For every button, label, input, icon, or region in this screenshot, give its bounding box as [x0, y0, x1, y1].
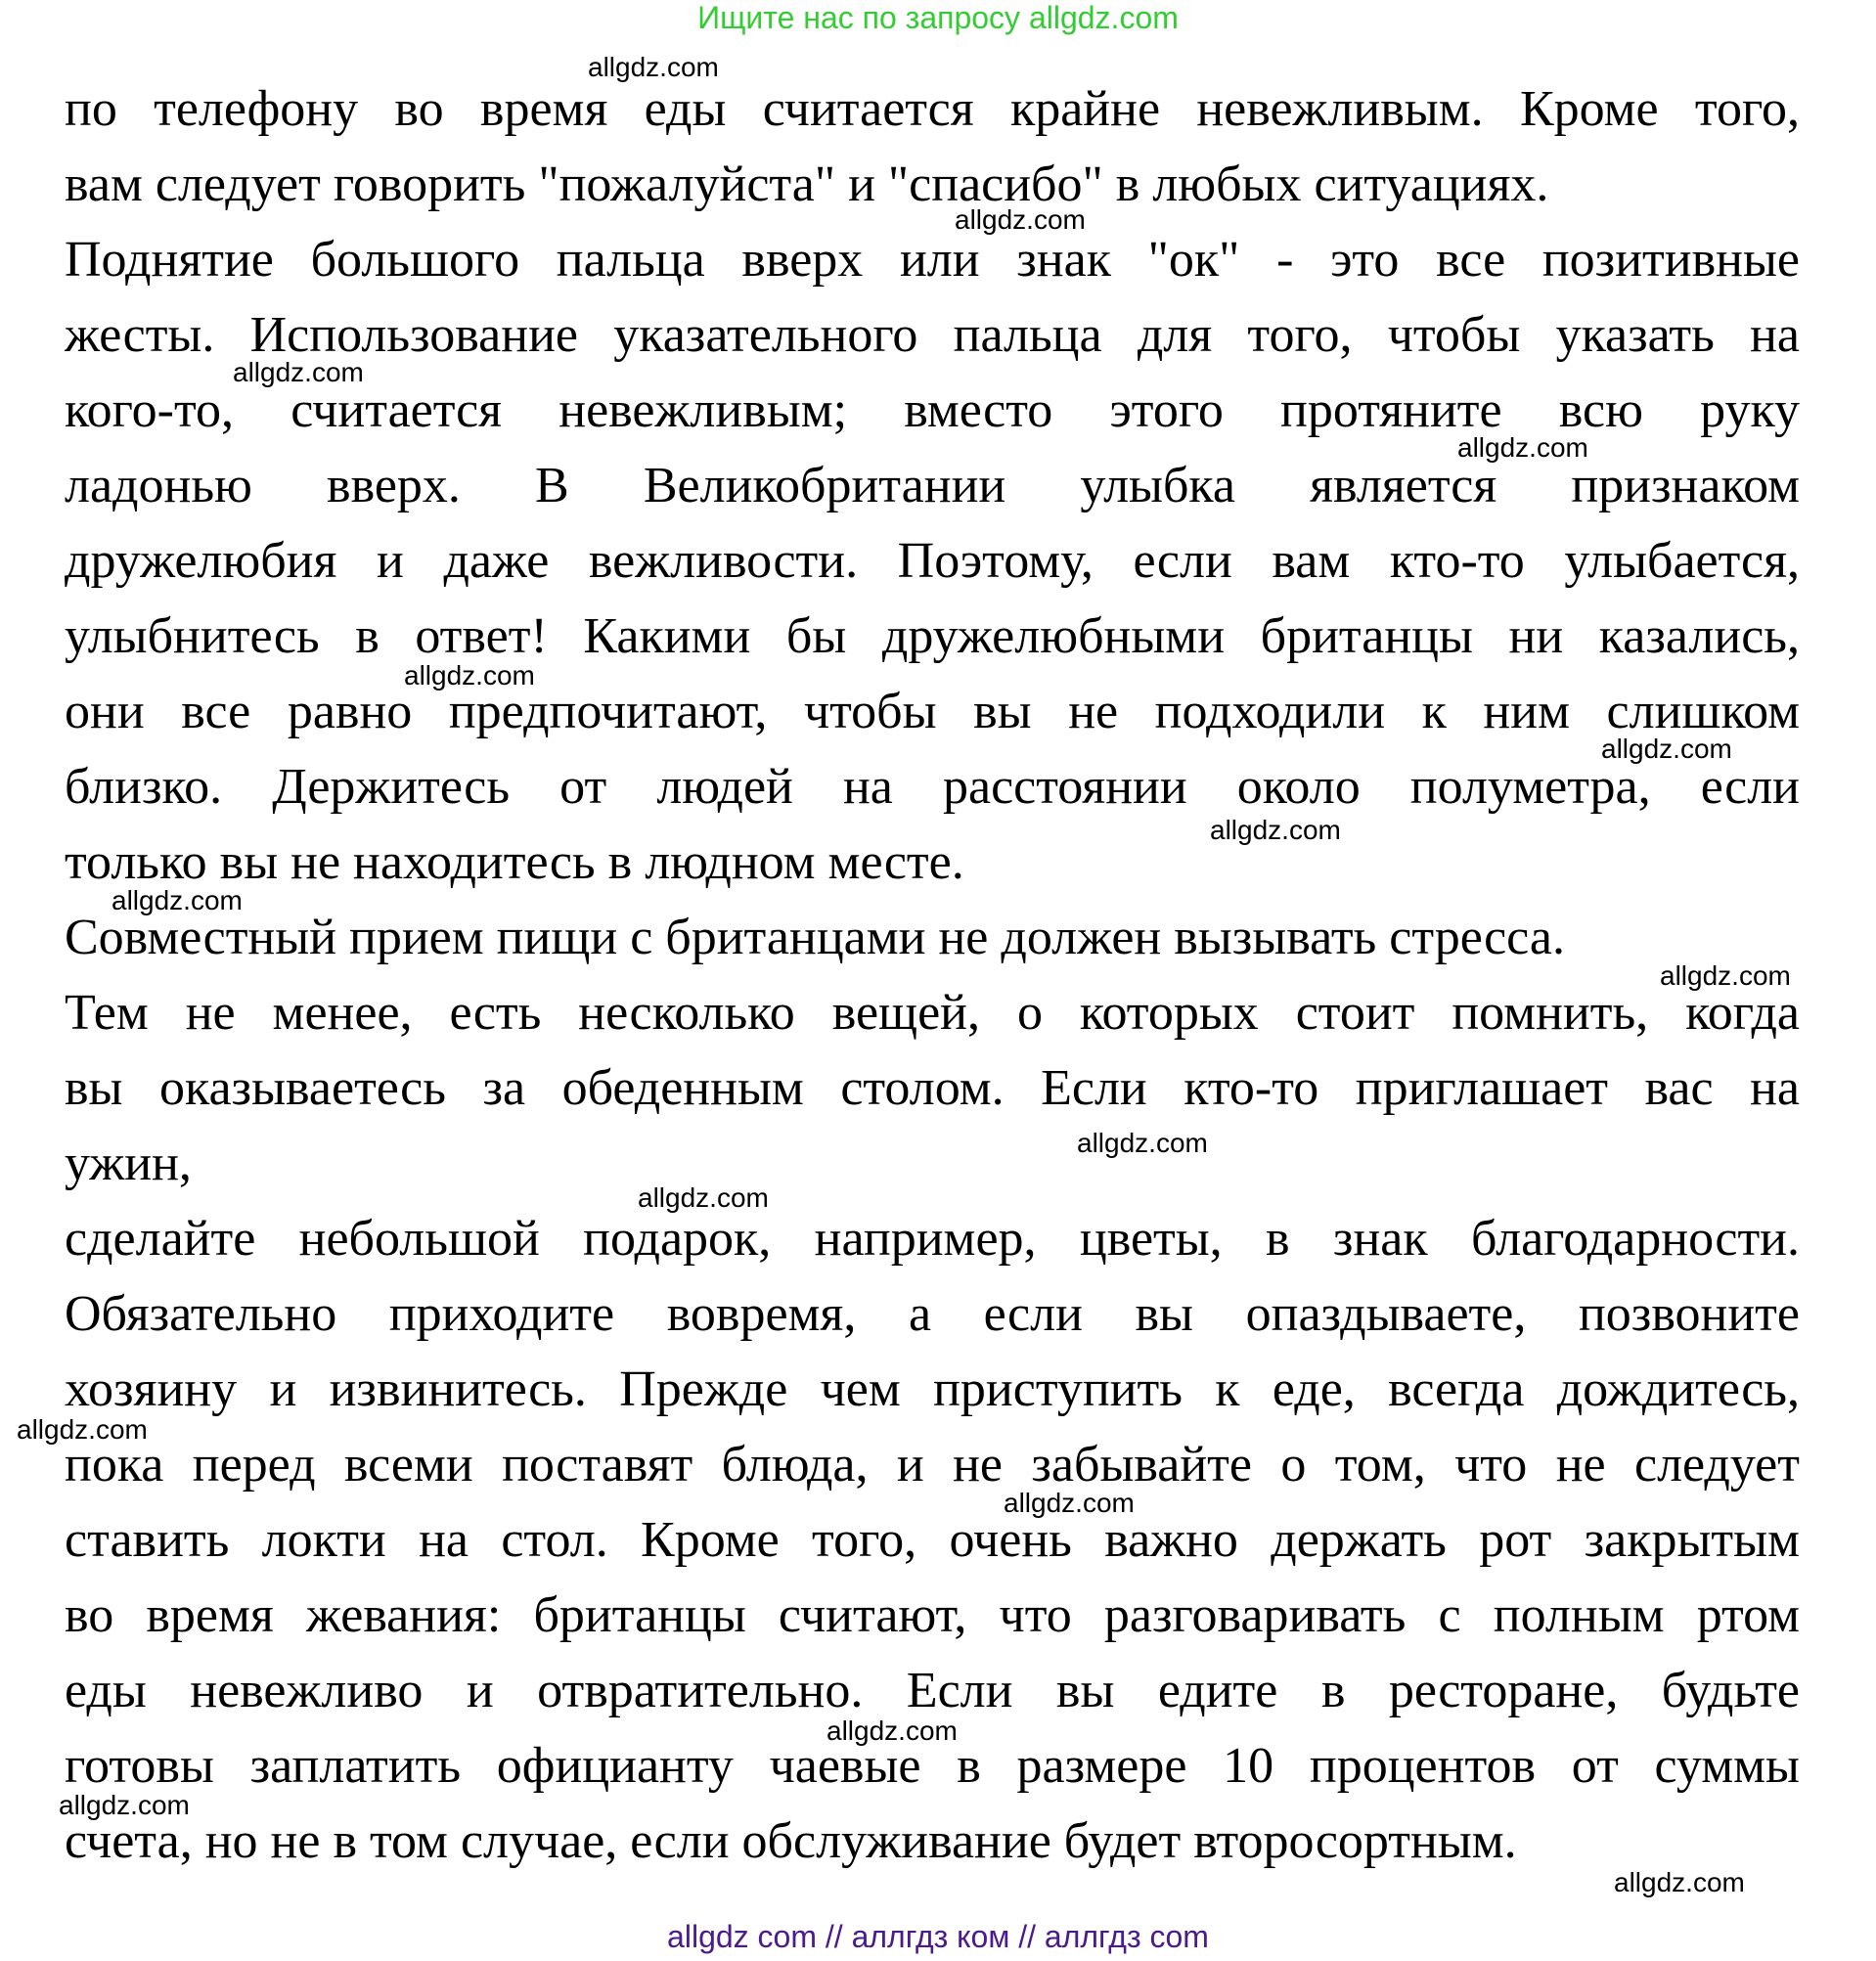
watermark: allgdz.com — [826, 1716, 958, 1746]
watermark: allgdz.com — [1210, 815, 1341, 845]
text-line: по телефону во время еды считается крайне невежливым. Кроме того, — [65, 81, 1800, 137]
text-line: хозяину и извинитесь. Прежде чем приступить к еде, всегда дождитесь, — [65, 1361, 1800, 1417]
watermark: allgdz.com — [1601, 734, 1732, 764]
header-banner: Ищите нас по запросу allgdz.com — [697, 0, 1179, 35]
text-line: только вы не находитесь в людном месте. — [65, 834, 964, 890]
text-line: жесты. Использование указательного пальца для того, чтобы указать на — [65, 307, 1800, 363]
text-line: Поднятие большого пальца вверх или знак "ок" - это все позитивные — [65, 232, 1800, 288]
text-line: ладонью вверх. В Великобритании улыбка является признаком — [65, 458, 1800, 513]
text-line: готовы заплатить официанту чаевые в размере 10 процентов от суммы — [65, 1738, 1800, 1794]
text-line: они все равно предпочитают, чтобы вы не подходили к ним слишком — [65, 684, 1800, 739]
text-line: Тем не менее, есть несколько вещей, о которых стоит помнить, когда — [65, 985, 1800, 1041]
text-line: еды невежливо и отвратительно. Если вы едите в ресторане, будьте — [65, 1663, 1800, 1718]
text-line: сделайте небольшой подарок, например, цветы, в знак благодарности. — [65, 1211, 1800, 1267]
text-line: близко. Держитесь от людей на расстоянии около полуметра, если — [65, 759, 1800, 815]
watermark: allgdz.com — [588, 52, 719, 82]
watermark: allgdz.com — [1660, 960, 1791, 991]
text-line: вы оказываетесь за обеденным столом. Если кто-то приглашает вас на — [65, 1060, 1800, 1116]
watermark: allgdz.com — [233, 357, 364, 387]
text-line: улыбнитесь в ответ! Какими бы дружелюбными британцы ни казались, — [65, 608, 1800, 664]
document-text — [65, 71, 1800, 1879]
text-line: Совместный прием пищи с британцами не должен вызывать стресса. — [65, 910, 1565, 965]
watermark: allgdz.com — [1004, 1488, 1135, 1518]
watermark: allgdz.com — [955, 204, 1086, 235]
text-line: пока перед всеми поставят блюда, и не забывайте о том, что не следует — [65, 1437, 1800, 1493]
watermark: allgdz.com — [1457, 432, 1588, 463]
watermark: allgdz.com — [638, 1182, 769, 1213]
text-line: вам следует говорить "пожалуйста" и "спасибо" в любых ситуациях. — [65, 156, 1549, 212]
text-line: ужин, — [65, 1136, 192, 1191]
watermark: allgdz.com — [17, 1414, 148, 1445]
watermark: allgdz.com — [112, 885, 243, 915]
text-line: кого-то, считается невежливым; вместо этого протяните всю руку — [65, 382, 1800, 438]
watermark: allgdz.com — [1077, 1128, 1208, 1158]
footer-banner: allgdz com // аллгдз ком // аллгдз com — [667, 1919, 1209, 1954]
watermark: allgdz.com — [59, 1790, 190, 1820]
watermark: allgdz.com — [404, 660, 535, 691]
text-line: ставить локти на стол. Кроме того, очень важно держать рот закрытым — [65, 1512, 1800, 1568]
text-line: во время жевания: британцы считают, что разговаривать с полным ртом — [65, 1587, 1800, 1643]
text-line: дружелюбия и даже вежливости. Поэтому, если вам кто-то улыбается, — [65, 533, 1800, 589]
watermark: allgdz.com — [1614, 1867, 1745, 1897]
text-line: Обязательно приходите вовремя, а если вы опаздываете, позвоните — [65, 1286, 1800, 1342]
text-line: счета, но не в том случае, если обслуживание будет второсортным. — [65, 1813, 1517, 1869]
